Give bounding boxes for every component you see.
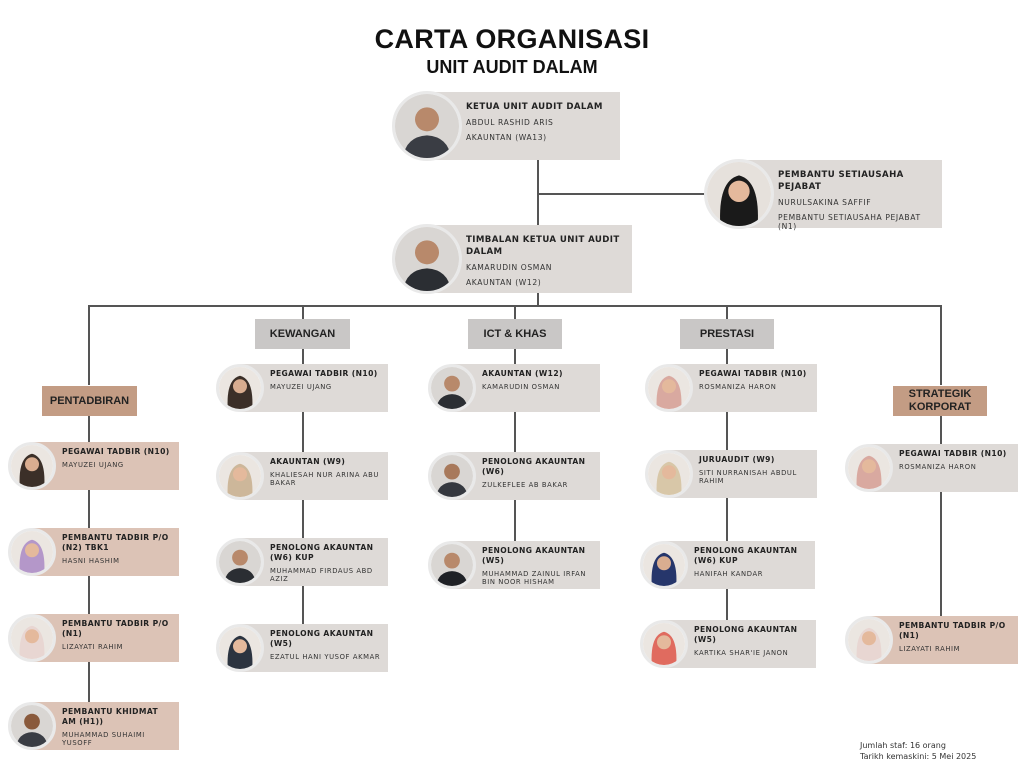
card-name: MUHAMMAD ZAINUL IRFAN BIN NOOR HISHAM [482,570,587,586]
card-name: LIZAYATI RAHIM [899,645,961,653]
card-role: KETUA UNIT AUDIT DALAM [466,102,603,112]
card-role: AKAUNTAN (W9) [270,457,346,466]
card-role: PEMBANTU KHIDMAT AM (H1)) [62,707,159,726]
connector-prestasi [726,305,728,319]
card-name: ROSMANIZA HARON [899,463,977,471]
card-prestasi-4 [640,620,816,668]
card-name: LIZAYATI RAHIM [62,643,124,651]
card-name: MUHAMMAD FIRDAUS ABD AZIZ [270,567,373,583]
card-kewangan-1 [216,364,388,412]
section-pentadbiran: PENTADBIRAN [42,386,137,416]
card-name: ABDUL RASHID ARIS [466,118,554,127]
card-role: PENOLONG AKAUNTAN (W6) KUP [694,546,798,565]
person-avatar [392,91,462,161]
connector-kewangan [302,305,304,319]
person-avatar [392,224,462,294]
card-kewangan-2 [216,452,388,500]
card-pentadbiran-4 [8,702,179,750]
person-avatar [428,541,476,589]
person-avatar [428,364,476,412]
card-role: JURUAUDIT (W9) [699,455,775,464]
person-avatar [845,444,893,492]
section-ict-khas: ICT & KHAS [468,319,562,349]
person-avatar [645,364,693,412]
card-name: ROSMANIZA HARON [699,383,777,391]
card-role: TIMBALAN KETUA UNIT AUDIT DALAM [466,235,620,257]
card-name: NURULSAKINA SAFFIF [778,198,872,207]
person-avatar [8,614,56,662]
person-avatar [216,538,264,586]
person-avatar [8,528,56,576]
page-subtitle: UNIT AUDIT DALAM [426,57,598,77]
card-role: PEMBANTU SETIAUSAHA PEJABAT [778,170,904,192]
card-strategik-1 [845,444,1018,492]
card-name: KAMARUDIN OSMAN [466,263,553,272]
card-grade: PEMBANTU SETIAUSAHA PEJABAT (N1) [778,213,921,231]
update-date: Tarikh kemaskini: 5 Mei 2025 [860,752,977,761]
person-avatar [640,541,688,589]
card-ict-2 [428,452,600,500]
card-name: SITI NURRANISAH ABDUL RAHIM [699,469,797,485]
card-role: PENOLONG AKAUNTAN (W5) [270,629,374,648]
person-avatar [216,624,264,672]
card-name: HASNI HASHIM [62,557,120,565]
card-pentadbiran-1 [8,442,179,490]
connector-strategik [940,305,942,385]
section-strategik-korporat: STRATEGIK KORPORAT [893,386,987,416]
connector-secretary [537,193,709,195]
person-avatar [8,442,56,490]
person-avatar [704,159,774,229]
card-name: KAMARUDIN OSMAN [482,383,560,391]
card-role: PEGAWAI TADBIR (N10) [699,369,807,378]
card-role: PEMBANTU TADBIR P/O (N1) [899,621,1006,640]
page-title: CARTA ORGANISASI [374,24,650,54]
card-name: KARTIKA SHAR'IE JANON [694,649,789,657]
footer-note [860,740,976,762]
person-avatar [640,620,688,668]
connector-pentadbiran [88,305,90,385]
card-prestasi-2 [645,450,817,498]
card-name: HANIFAH KANDAR [694,570,764,578]
card-prestasi-1 [645,364,817,412]
card-kewangan-3 [216,538,388,586]
section-prestasi: PRESTASI [680,319,774,349]
person-avatar [645,450,693,498]
card-role: AKAUNTAN (W12) [482,369,563,378]
staff-count: Jumlah staf: 16 orang [860,741,946,750]
card-name: MAYUZEI UJANG [62,461,124,469]
card-name: MUHAMMAD SUHAIMI YUSOFF [62,731,145,747]
card-role: PENOLONG AKAUNTAN (W5) [482,546,586,565]
card-role: PENOLONG AKAUNTAN (W5) [694,625,798,644]
card-grade: AKAUNTAN (W12) [466,278,542,287]
card-name: MAYUZEI UJANG [270,383,332,391]
card-grade: AKAUNTAN (WA13) [466,133,547,142]
card-name: ZULKEFLEE AB BAKAR [482,481,568,489]
card-pentadbiran-3 [8,614,179,662]
connector-ict [514,305,516,319]
card-prestasi-3 [640,541,815,589]
card-role: PENOLONG AKAUNTAN (W6) KUP [270,543,374,562]
card-name: EZATUL HANI YUSOF AKMAR [270,653,381,661]
card-ict-3 [428,541,600,589]
card-head [392,92,620,160]
card-secretary [704,160,942,231]
card-name: KHALIESAH NUR ARINA ABU BAKAR [270,471,379,487]
card-ict-1 [428,364,600,412]
card-role: PEGAWAI TADBIR (N10) [899,449,1007,458]
card-pentadbiran-2 [8,528,179,576]
card-deputy [392,225,632,293]
connector-deputy-down [537,292,539,306]
person-avatar [216,364,264,412]
person-avatar [8,702,56,750]
section-kewangan: KEWANGAN [255,319,350,349]
person-avatar [428,452,476,500]
card-kewangan-4 [216,624,388,672]
person-avatar [845,616,893,664]
card-strategik-2 [845,616,1018,664]
card-role: PEGAWAI TADBIR (N10) [62,447,170,456]
card-role: PENOLONG AKAUNTAN (W6) [482,457,586,476]
card-role: PEMBANTU TADBIR P/O (N1) [62,619,169,638]
person-avatar [216,452,264,500]
card-role: PEMBANTU TADBIR P/O (N2) TBK1 [62,533,169,552]
card-role: PEGAWAI TADBIR (N10) [270,369,378,378]
